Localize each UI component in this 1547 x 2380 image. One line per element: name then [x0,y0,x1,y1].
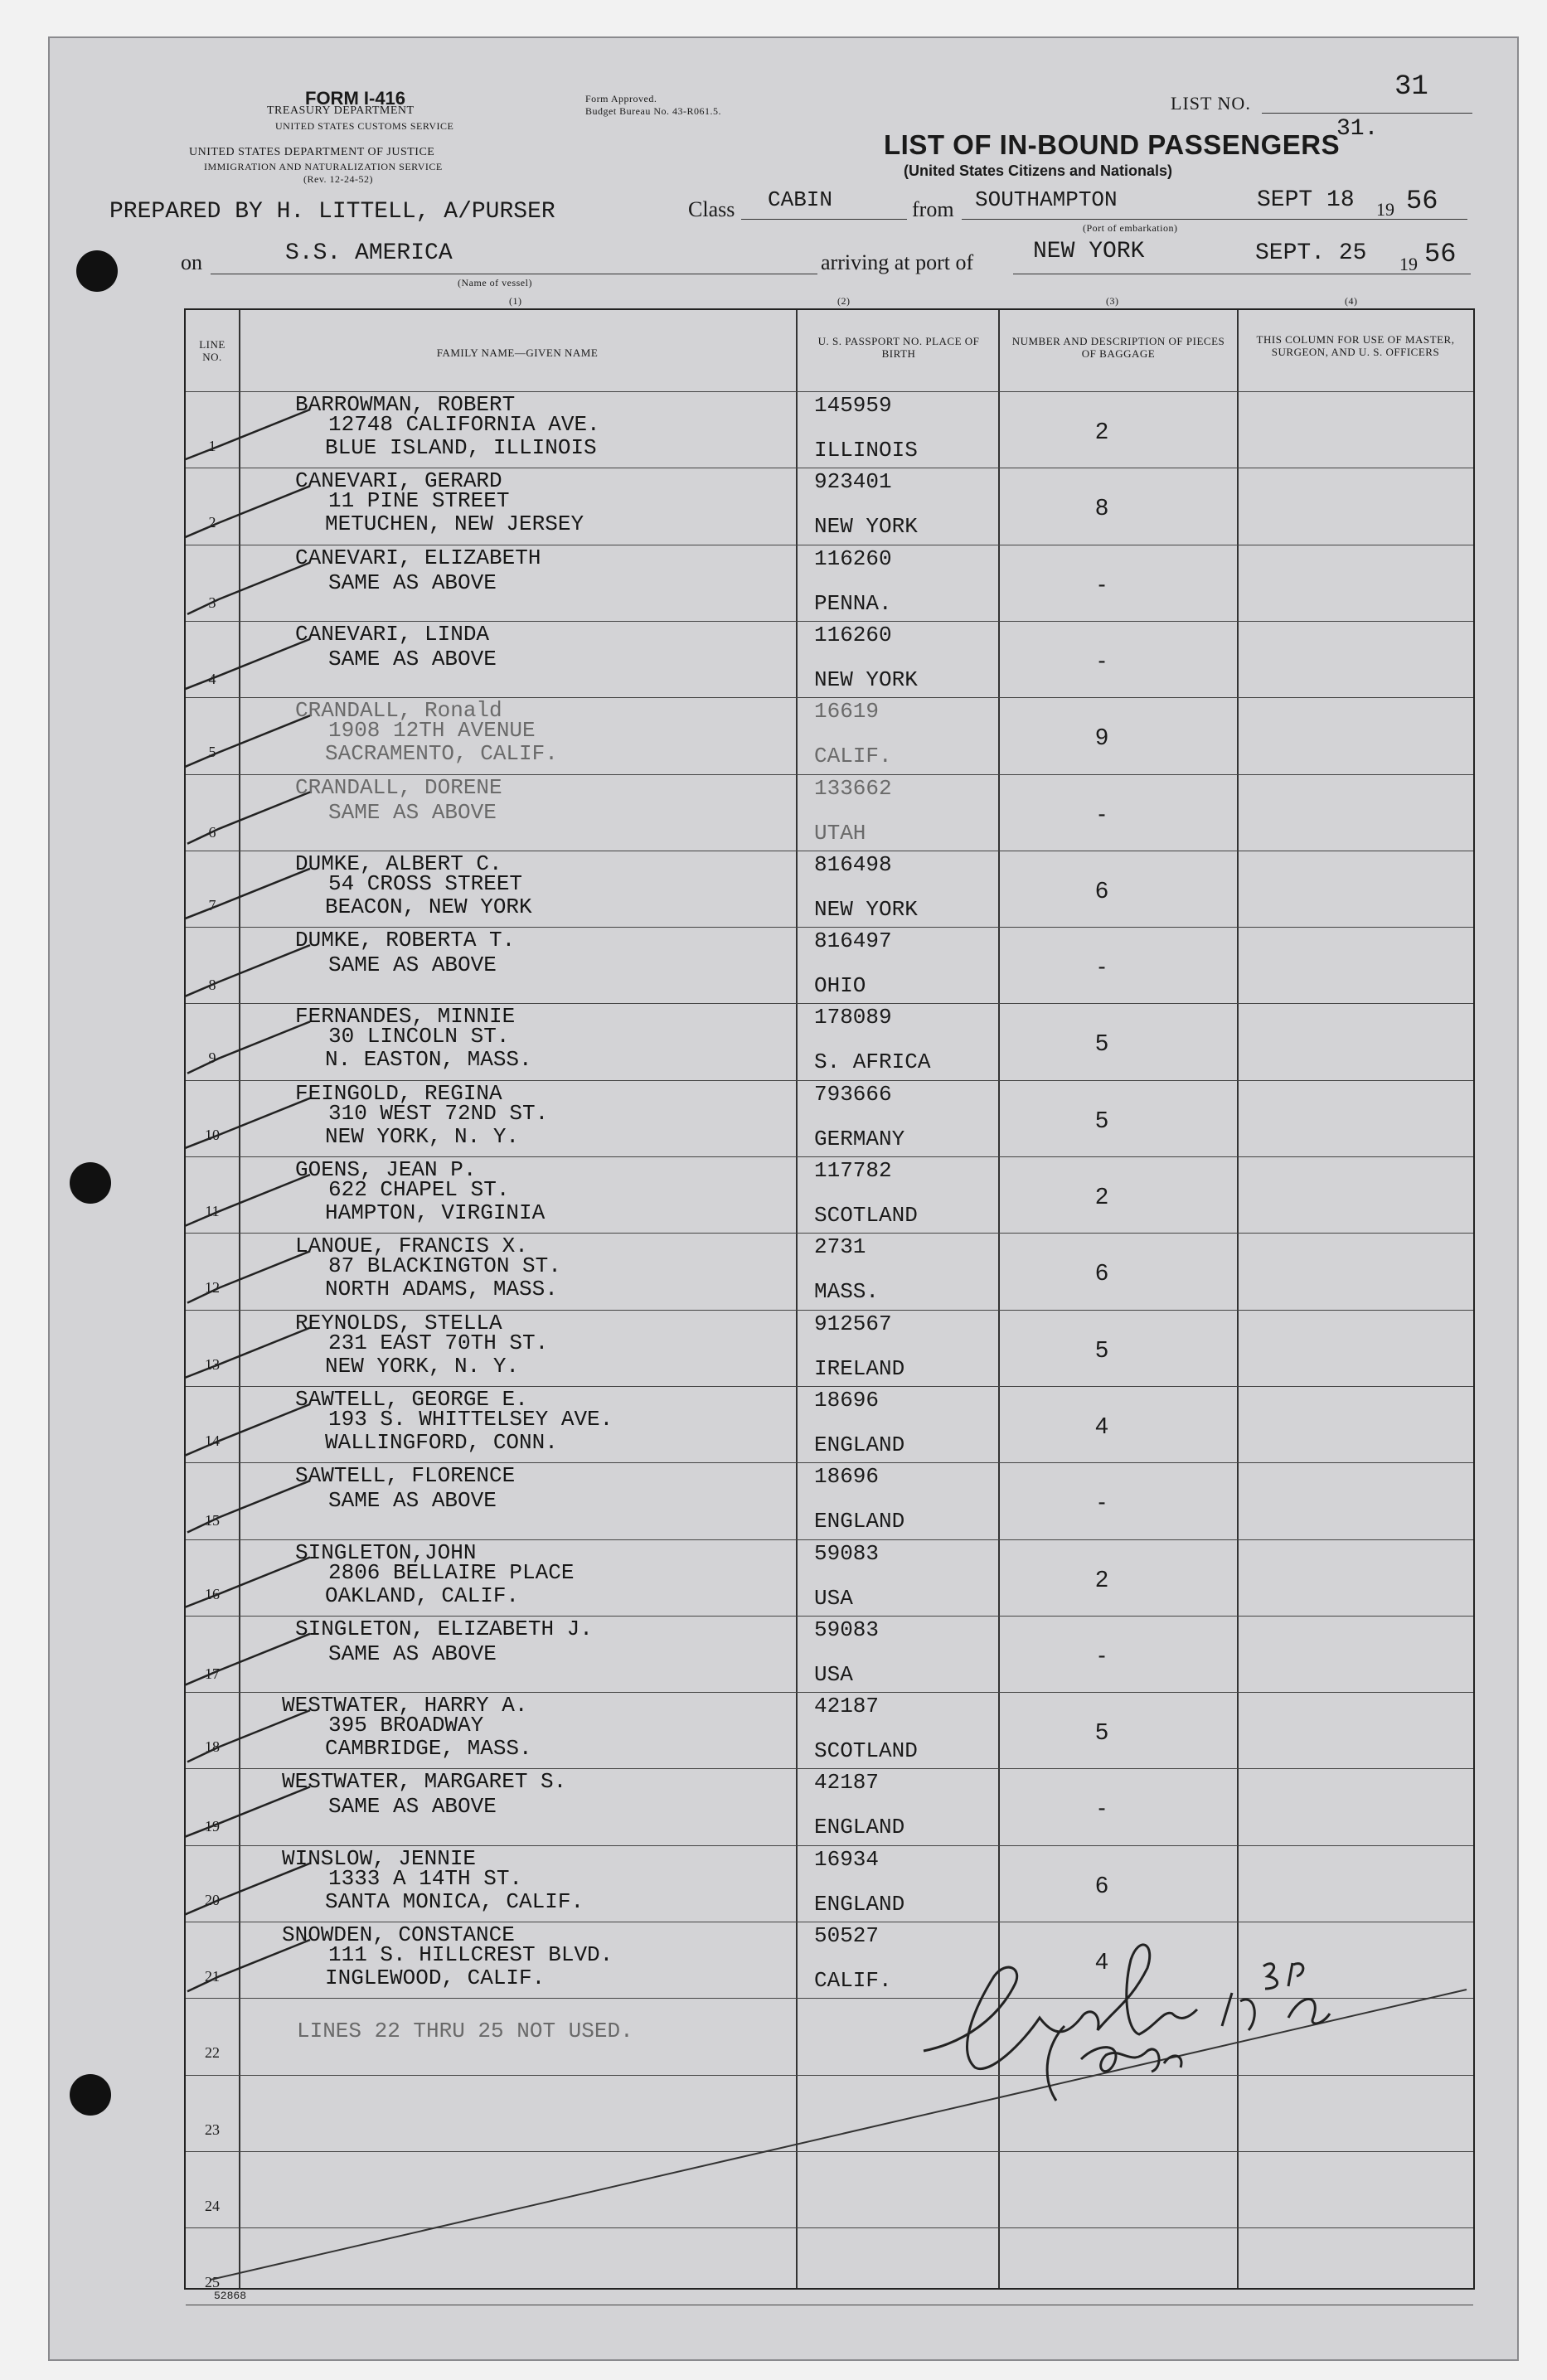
check-mark [186,1404,310,1456]
passenger-name: CANEVARI, LINDA [295,621,490,647]
list-no-label: LIST NO. [1171,93,1251,114]
check-mark [186,1634,310,1685]
baggage-count: - [1098,1795,1106,1821]
passport-number: 18696 [814,1464,880,1490]
baggage-count: 8 [1095,494,1108,521]
passenger-name: WINSLOW, JENNIE [282,1845,477,1871]
baggage-count: 5 [1095,1030,1108,1056]
budget-bureau: Budget Bureau No. 43-R061.5. [585,105,721,117]
line-number: 13 [205,1355,220,1373]
passenger-name: WESTWATER, HARRY A. [282,1693,528,1718]
line-number: 17 [205,1665,220,1682]
passport-number: 116260 [814,545,892,571]
check-mark [187,1251,310,1302]
passenger-name: CANEVARI, GERARD [295,468,502,494]
line-number: 25 [205,2274,220,2291]
arriving-label: arriving at port of [821,250,974,274]
check-marks [186,410,310,1991]
passport-number: 42187 [814,1694,880,1719]
treasury-dept: TREASURY DEPARTMENT [267,104,415,117]
passenger-address-1: 12748 CALIFORNIA AVE. [328,412,600,437]
place-of-birth: ENGLAND [814,1432,905,1457]
baggage-count: 6 [1095,1871,1108,1898]
place-of-birth: ENGLAND [814,1891,905,1917]
customs-service: UNITED STATES CUSTOMS SERVICE [275,120,454,132]
place-of-birth: GERMANY [814,1126,905,1151]
line-number: 12 [205,1279,220,1297]
passport-number: 145959 [814,393,892,418]
line-number: 14 [205,1432,220,1449]
line-number: 1 [208,438,216,454]
place-of-birth: NEW YORK [814,896,918,922]
col-header-line-no: LINE NO. [199,338,226,363]
ins-service: IMMIGRATION AND NATURALIZATION SERVICE [204,161,443,172]
place-of-birth: UTAH [814,820,866,846]
check-mark [187,1481,310,1532]
line-number: 15 [205,1512,220,1529]
passport-number: 18696 [814,1387,880,1413]
passenger-address-2: N. EASTON, MASS. [325,1047,532,1073]
check-mark [186,1328,310,1379]
line-number: 18 [205,1738,220,1756]
port-embark-caption: (Port of embarkation) [1083,222,1178,234]
passenger-address-1: 1908 12TH AVENUE [328,718,536,744]
place-of-birth: CALIF. [814,1968,892,1993]
passenger-name: GOENS, JEAN P. [295,1157,477,1182]
on-label: on [181,250,202,274]
passport-number: 2731 [814,1234,866,1260]
passenger-name: FEINGOLD, REGINA [295,1080,502,1106]
punch-hole [70,1162,111,1204]
class-underline [741,219,907,220]
passport-number: 133662 [814,775,892,801]
check-mark [186,945,310,996]
passenger-address-2: HAMPTON, VIRGINIA [325,1200,546,1225]
passenger-address-1: SAME AS ABOVE [328,1488,497,1514]
passenger-address-1: 111 S. HILLCREST BLVD. [328,1942,613,1967]
line-number: 3 [208,594,216,611]
passenger-address-1: SAME AS ABOVE [328,1794,497,1820]
passenger-name: DUMKE, ALBERT C. [295,851,502,876]
passenger-address-1: 395 BROADWAY [328,1713,484,1738]
passenger-address-2: NORTH ADAMS, MASS. [325,1277,558,1302]
form-number: FORM I-416 [305,88,406,109]
col-header-passport: U. S. PASSPORT NO. PLACE OF BIRTH [817,335,980,360]
list-no-underline [1262,113,1472,114]
check-mark [187,793,310,844]
line-number: 16 [205,1585,220,1602]
passenger-address-1: 30 LINCOLN ST. [328,1024,510,1049]
form-footer-number: 52868 [214,2290,247,2302]
line-number: 7 [208,896,216,914]
place-of-birth: USA [814,1661,853,1687]
passport-number: 42187 [814,1770,880,1796]
place-of-birth: CALIF. [814,744,892,769]
check-mark [187,1021,310,1073]
passenger-name: LANOUE, FRANCIS X. [295,1234,528,1259]
passport-number: 116260 [814,622,892,647]
passenger-address-1: 1333 A 14TH ST. [328,1865,523,1891]
line-number: 22 [205,2044,220,2062]
col-header-baggage: NUMBER AND DESCRIPTION OF PIECES OF BAGGAGE [1011,335,1225,360]
passenger-address-2: INGLEWOOD, CALIF. [325,1966,546,1990]
list-no-value: 31. [1336,116,1379,142]
check-mark [186,869,310,920]
line-number: 9 [208,1049,216,1067]
col-number-2: (2) [837,295,851,307]
year-arrive: 56 [1424,239,1457,269]
passenger-address-1: SAME AS ABOVE [328,646,497,671]
passport-number: 816498 [814,851,892,877]
baggage-count: 2 [1095,418,1108,444]
date-arrive: SEPT. 25 [1255,240,1367,266]
passenger-name: FERNANDES, MINNIE [295,1004,516,1030]
line-number: 10 [205,1126,220,1143]
check-mark [186,486,310,537]
place-of-birth: NEW YORK [814,666,918,692]
passenger-address-1: SAME AS ABOVE [328,570,497,595]
col-number-1: (1) [509,295,522,307]
baggage-count: 4 [1095,1412,1108,1438]
strike-line [211,1990,1467,2280]
place-of-birth: ENGLAND [814,1815,905,1840]
line-number: 4 [208,670,216,687]
check-mark [187,1940,310,1991]
place-of-birth: SCOTLAND [814,1203,918,1228]
place-of-birth: S. AFRICA [814,1049,931,1075]
from-label: from [912,197,954,221]
line-number: 24 [205,2197,220,2214]
line-number: 11 [205,1203,220,1219]
passenger-name: SAWTELL, FLORENCE [295,1463,516,1489]
vessel-name: S.S. AMERICA [285,240,453,266]
page-subtitle: (United States Citizens and Nationals) [904,162,1173,179]
place-of-birth: NEW YORK [814,514,918,540]
check-mark [186,639,310,691]
baggage-count: 5 [1095,1335,1108,1362]
list-no-stamp: 31 [1394,71,1428,103]
passport-number: 178089 [814,1005,892,1030]
line-number: 19 [205,1818,220,1835]
col-number-3: (3) [1106,295,1119,307]
baggage-count: - [1098,570,1106,597]
punch-hole [76,250,118,292]
place-of-birth: ILLINOIS [814,438,918,463]
passenger-address-2: SACRAMENTO, CALIF. [325,741,558,767]
line-number: 2 [208,514,216,531]
handwriting-overlay [186,310,1473,2288]
justice-dept: UNITED STATES DEPARTMENT OF JUSTICE [189,146,435,158]
passenger-address-1: 622 CHAPEL ST. [328,1177,510,1202]
passenger-address-1: 310 WEST 72ND ST. [328,1100,549,1126]
baggage-count: - [1098,953,1106,980]
punch-hole [70,2074,111,2116]
passenger-name: CANEVARI, ELIZABETH [295,545,541,570]
check-mark [186,410,310,461]
check-mark [186,715,310,767]
check-mark [187,563,310,614]
passenger-address-2: SANTA MONICA, CALIF. [325,1888,584,1914]
passenger-address-1: 87 BLACKINGTON ST. [328,1253,561,1279]
check-mark [186,1786,310,1838]
passenger-address-2: BEACON, NEW YORK [325,894,532,919]
baggage-count: 2 [1095,1565,1108,1592]
passenger-address-2: OAKLAND, CALIF. [325,1583,520,1608]
passenger-name: SNOWDEN, CONSTANCE [282,1922,515,1947]
baggage-count: - [1098,1489,1106,1515]
baggage-count: - [1098,647,1106,673]
line-number: 23 [205,2121,220,2138]
signature [924,1945,1330,2101]
arriving-port: NEW YORK [1033,239,1145,264]
passport-number: 793666 [814,1081,892,1107]
place-of-birth: ENGLAND [814,1509,905,1534]
place-of-birth: SCOTLAND [814,1738,918,1764]
passenger-name: CRANDALL, DORENE [295,774,502,800]
place-of-birth: IRELAND [814,1355,905,1381]
baggage-count: 9 [1095,724,1108,750]
passenger-address-2: BLUE ISLAND, ILLINOIS [325,435,597,460]
passport-number: 923401 [814,469,892,495]
passenger-address-2: NEW YORK, N. Y. [325,1353,520,1379]
line-number: 6 [208,823,216,841]
passenger-address-2: WALLINGFORD, CONN. [325,1429,558,1455]
check-mark [186,1175,310,1226]
year-prefix: 19 [1376,199,1394,220]
passport-number: 16934 [814,1846,880,1872]
col-header-officers: THIS COLUMN FOR USE OF MASTER, SURGEON, AND U. S. OFFICERS [1256,333,1455,358]
year-from: 56 [1406,186,1438,216]
form-revision: (Rev. 12-24-52) [303,173,374,185]
passenger-address-2: CAMBRIDGE, MASS. [325,1736,532,1762]
passport-number: 59083 [814,1617,880,1642]
passenger-address-1: 231 EAST 70TH ST. [328,1330,549,1355]
passenger-address-1: 193 S. WHITTELSEY AVE. [328,1406,613,1432]
passenger-name: REYNOLDS, STELLA [295,1310,502,1335]
place-of-birth: MASS. [814,1279,880,1305]
check-mark [186,1558,310,1609]
check-mark [187,1710,310,1762]
passenger-table [184,308,1475,2290]
baggage-count: 6 [1095,876,1108,903]
passenger-name: BARROWMAN, ROBERT [295,392,516,417]
baggage-count: 2 [1095,1183,1108,1209]
passenger-name: DUMKE, ROBERTA T. [295,928,516,953]
passenger-name: WESTWATER, MARGARET S. [282,1769,567,1795]
passenger-address-2: METUCHEN, NEW JERSEY [325,511,584,537]
vessel-caption: (Name of vessel) [458,277,532,288]
from-value: SOUTHAMPTON [975,187,1118,212]
line-number: 21 [205,1968,220,1985]
passenger-address-2: NEW YORK, N. Y. [325,1123,520,1149]
passport-number: 50527 [814,1923,880,1948]
check-mark [186,1098,310,1150]
col-number-4: (4) [1345,295,1358,307]
form-approved: Form Approved. [585,93,657,104]
year-prefix: 19 [1399,254,1418,274]
passport-number: 912567 [814,1311,892,1336]
baggage-count: 6 [1095,1259,1108,1286]
passenger-address-1: SAME AS ABOVE [328,952,497,978]
passenger-address-1: 11 PINE STREET [328,488,510,514]
date-from: SEPT 18 [1257,187,1355,213]
place-of-birth: USA [814,1585,853,1611]
place-of-birth: PENNA. [814,590,892,616]
baggage-count: 5 [1095,1718,1108,1745]
line-number: 5 [208,744,216,761]
passenger-name: SINGLETON,JOHN [295,1539,477,1565]
passenger-name: CRANDALL, Ronald [295,698,502,724]
page-title: LIST OF IN-BOUND PASSENGERS [884,129,1341,160]
baggage-count: 5 [1095,1106,1108,1132]
baggage-count: - [1098,1641,1106,1668]
baggage-count: 4 [1095,1948,1108,1974]
passport-number: 16619 [814,699,880,725]
baggage-count: - [1098,800,1106,826]
passenger-address-1: SAME AS ABOVE [328,1641,497,1666]
passport-number: 59083 [814,1540,880,1566]
col-header-name: FAMILY NAME—GIVEN NAME [436,347,599,359]
passport-number: 117782 [814,1158,892,1183]
passport-number: 816497 [814,928,892,954]
passenger-address-1: 54 CROSS STREET [328,870,523,896]
passenger-address-1: 2806 BELLAIRE PLACE [328,1559,575,1585]
passenger-address-1: SAME AS ABOVE [328,799,497,825]
passenger-name: SINGLETON, ELIZABETH J. [295,1616,593,1641]
prepared-by: PREPARED BY H. LITTELL, A/PURSER [109,199,555,225]
class-label: Class [688,197,735,221]
line-number: 8 [208,977,216,994]
class-value: CABIN [768,187,833,212]
line-number: 20 [205,1891,220,1908]
passenger-name: SAWTELL, GEORGE E. [295,1386,528,1412]
check-mark [186,1864,310,1915]
place-of-birth: OHIO [814,973,866,999]
not-used-note: LINES 22 THRU 25 NOT USED. [297,2019,633,2043]
